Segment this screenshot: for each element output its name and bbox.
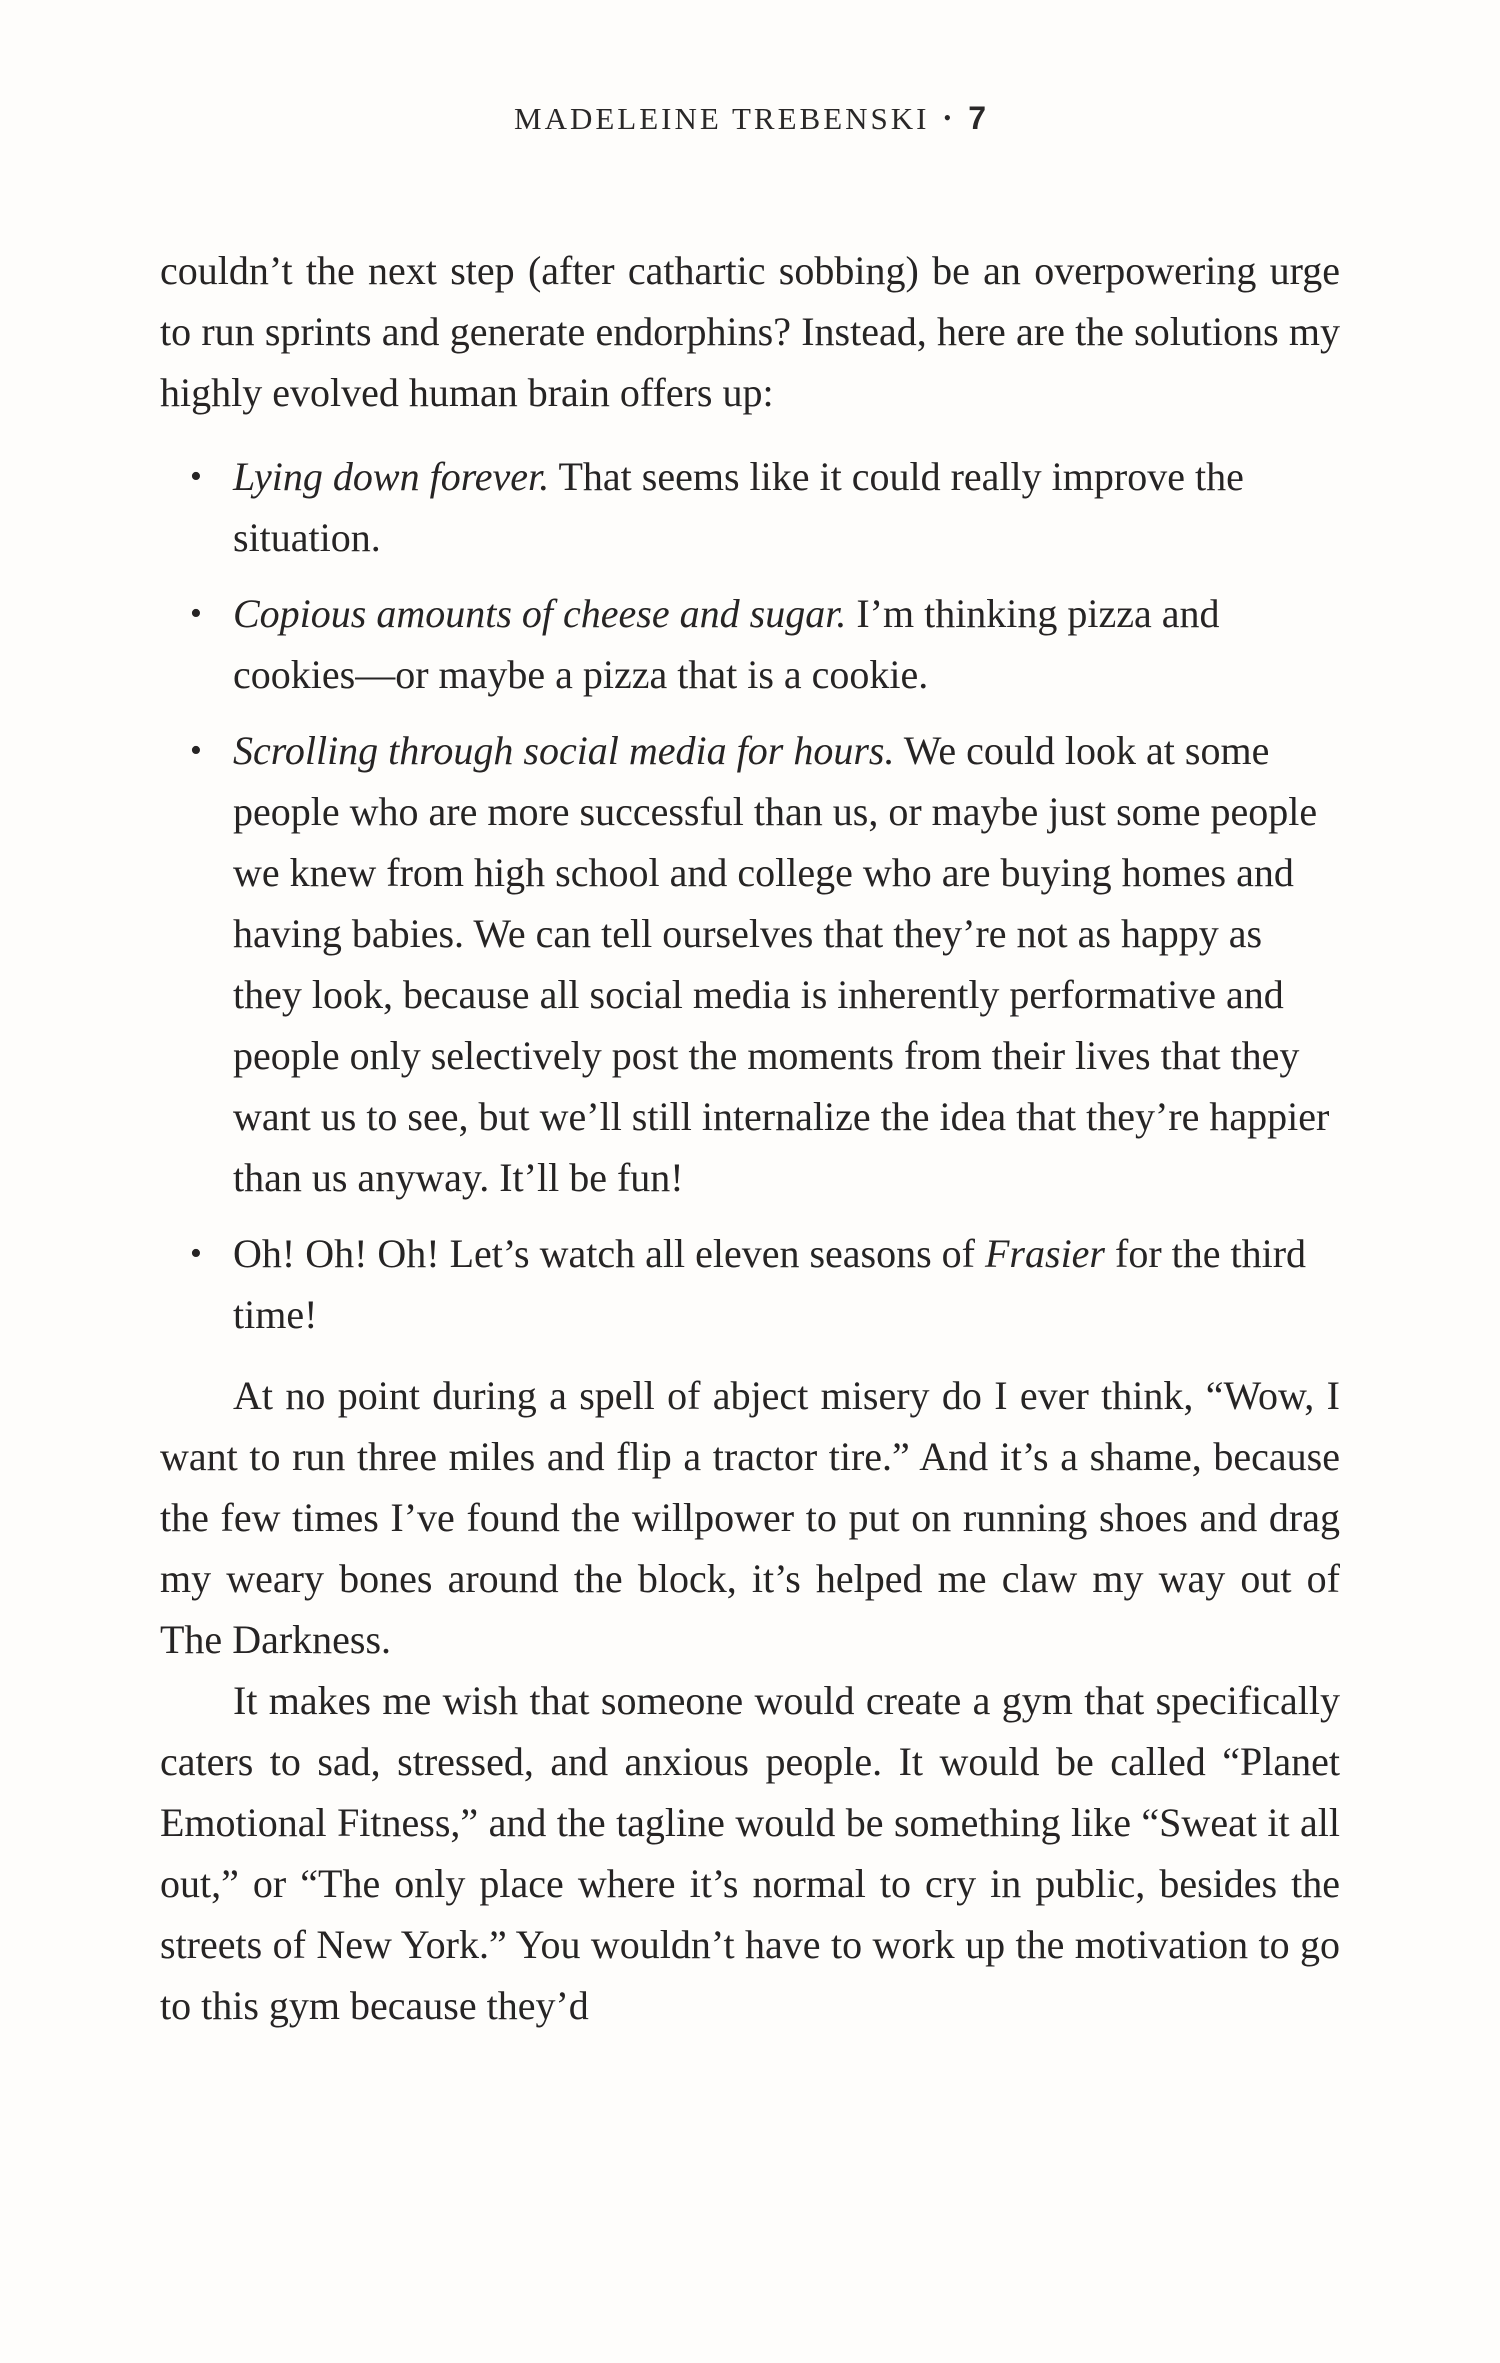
- paragraph-abject-misery: At no point during a spell of abject misery do I ever think, “Wow, I want to run three miles and flip a tractor tire.” And it’s a shame, because the few times I’ve found the willpower to put on running shoes and drag my weary bones around the block, it’s helped me claw my way out of The Darkness.: [160, 1373, 1340, 1662]
- bullet-lead-italic: Copious amounts of cheese and sugar.: [233, 591, 847, 636]
- bullet-item-social-media: [160, 720, 1340, 1208]
- header-separator: •: [943, 105, 955, 130]
- bullet-marker: •: [190, 1235, 202, 1272]
- body-text: [160, 240, 1340, 2036]
- bullet-lead-italic: Scrolling through social media for hours.: [233, 728, 895, 773]
- running-header: [0, 100, 1500, 137]
- intro-paragraph: couldn’t the next step (after cathartic sobbing) be an overpowering urge to run sprints and generate endorphins? Instead, here are the solutions my highly evolved human brain offers up:: [160, 248, 1340, 415]
- bullet-lead-italic: Lying down forever.: [233, 454, 550, 499]
- page-number: 7: [968, 100, 986, 136]
- show-title-italic: Frasier: [985, 1231, 1105, 1276]
- author-name: MADELEINE TREBENSKI: [514, 101, 930, 136]
- bullet-item-lying-down: [160, 446, 1340, 568]
- bullet-item-frasier: [160, 1223, 1340, 1345]
- bullet-item-cheese-sugar: [160, 583, 1340, 705]
- bullet-marker: •: [190, 458, 202, 495]
- bullet-text: That seems like it could really improve the situation.: [233, 454, 1244, 560]
- bullet-text: We could look at some people who are more successful than us, or maybe just some people we knew from high school and college who are buying homes and having babies. We can tell ourselves that they’re not as happy as they look, because all social media is inherently performative and people only selectively post the moments from their lives that they want us to see, but we’ll still internalize the idea that they’re happier than us anyway. It’ll be fun!: [233, 728, 1330, 1200]
- paragraph-emotional-fitness: It makes me wish that someone would create a gym that specifically caters to sad, stressed, and anxious people. It would be called “Planet Emotional Fitness,” and the tagline would be something like “Sweat it all out,” or “The only place where it’s normal to cry in public, besides the streets of New York.” You wouldn’t have to work up the motivation to go to this gym because they’d: [160, 1678, 1340, 2028]
- bullet-text: I’m thinking pizza and cookies—or maybe a pizza that is a cookie.: [233, 591, 1220, 697]
- bullet-text-after: for the third time!: [233, 1231, 1307, 1337]
- bullet-text-before: Oh! Oh! Oh! Let’s watch all eleven seasons of: [233, 1231, 985, 1276]
- bullet-marker: •: [190, 595, 202, 632]
- bullet-marker: •: [190, 732, 202, 769]
- bullet-list: [160, 446, 1340, 1345]
